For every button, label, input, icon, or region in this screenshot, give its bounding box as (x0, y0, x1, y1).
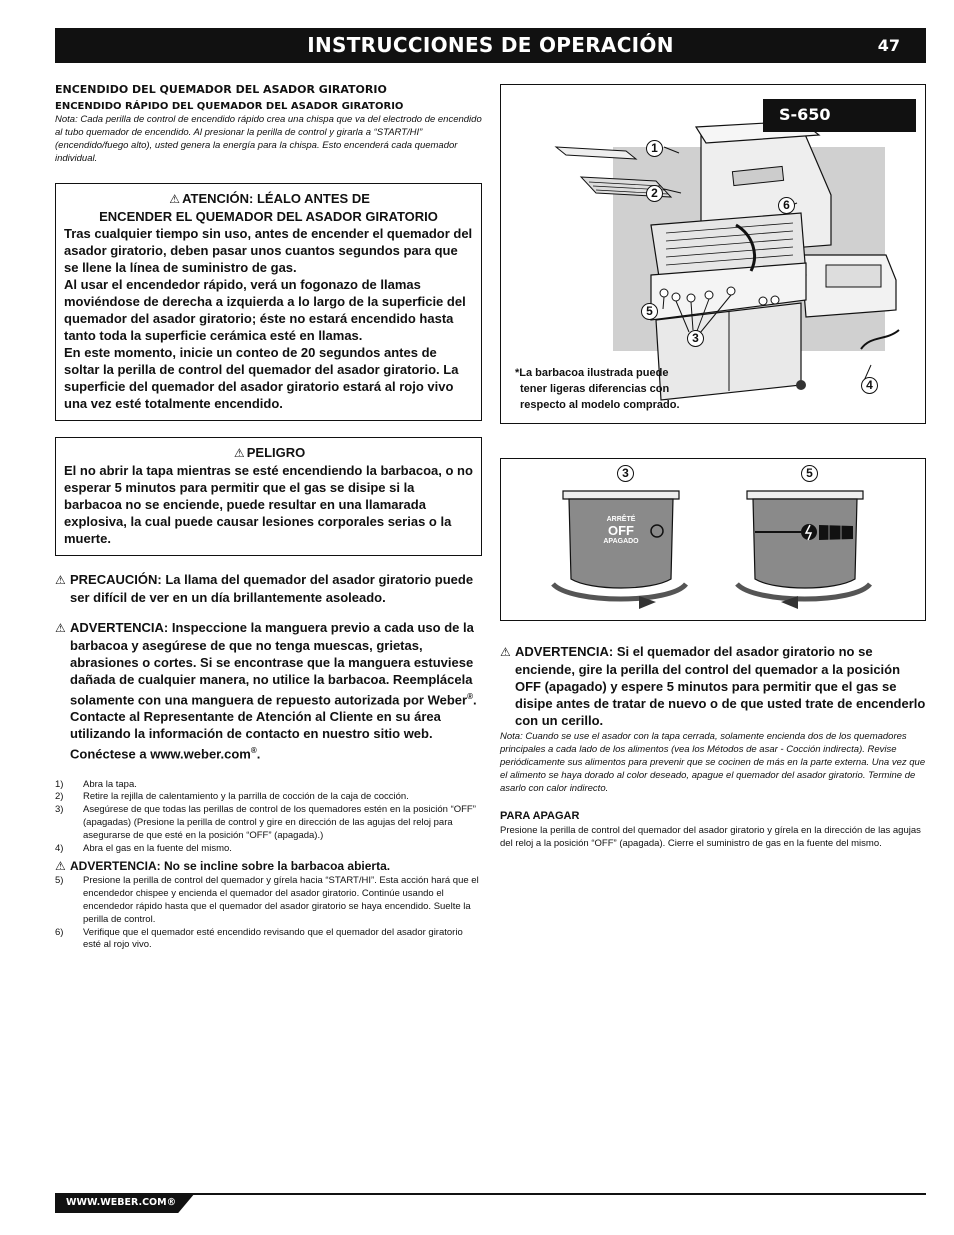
right-column (500, 80, 926, 850)
attention-title-line2: ENCENDER EL QUEMADOR DEL ASADOR GIRATORIO (99, 209, 438, 224)
callout-2: 2 (646, 185, 663, 202)
callout-6: 6 (778, 197, 795, 214)
callout-3: 3 (687, 330, 704, 347)
warning-triangle-icon: ⚠ (233, 446, 245, 460)
warning-triangle-icon: ⚠ (169, 192, 180, 206)
footer-url: WWW.WEBER.COM® (66, 1197, 177, 1208)
danger-text: El no abrir la tapa mientras se esté encendiendo la barbacoa, o no esperar 5 minutos para permitir que el gas se disipe si la barbacoa no se enciende, puede resultar en una llamarada explosiva, la cual puede causar lesiones corporales serias o la muerte. (64, 463, 473, 546)
steps-list (55, 779, 482, 953)
danger-title: ⚠ PELIGRO (64, 444, 473, 462)
left-column (55, 80, 482, 952)
hose-warning: ⚠ ADVERTENCIA: Inspeccione la manguera previo a cada uso de la barbacoa y asegúrese de que no tenga muescas, grietas, abrasiones o cortes. Si se encontrase que la manguera estuviese dañada de cualquier manera, no utilice la barbacoa. Reemplácela solamente con una manguera de repuesto autorizada por Weber®. Contacte al Representante de Atención al Cliente en su área utilizando la información de contacto en nuestro sitio web. Conéctese a www.weber.com®. (55, 620, 477, 762)
callout-5: 5 (641, 303, 658, 320)
section-title: ENCENDIDO DEL QUEMADOR DEL ASADOR GIRATORIO (55, 83, 387, 96)
header-bar (55, 28, 926, 63)
attention-title: ⚠ ATENCIÓN: LÉALO ANTES DE (64, 190, 473, 208)
warning-triangle-icon: ⚠ (500, 645, 511, 659)
ignition-fail-warning: ⚠ ADVERTENCIA: Si el quemador del asador giratorio no se enciende, gire la perilla del control del quemador a la posición OFF (apagado) y espere 5 minutos para permitir que el gas se disipe antes de tratar de nuevo o de que usted trate de encenderlo con un cerillo. (500, 644, 926, 728)
list-item: 3) Asegúrese de que todas las perillas de control de los quemadores estén en la posición “OFF” (apagadas) (Presione la perilla de control y gire en dirección de las agujas del reloj para asegurarse de que esté en la posición “OFF” (apagada).) (55, 804, 476, 841)
subsection-title: ENCENDIDO RÁPIDO DEL QUEMADOR DEL ASADOR GIRATORIO (55, 101, 404, 112)
attention-paragraph: Al usar el encendedor rápido, verá un fogonazo de llamas moviéndose de derecha a izquierda a lo largo de la superficie del quemador del asador giratorio; éste no estará encendido hasta tanto toda la superficie cerámica esté en llamas. (64, 277, 466, 343)
attention-paragraph: Tras cualquier tiempo sin uso, antes de encender el quemador del asador giratorio, deben pasar unos cuantos segundos para que se llene la línea de suministro de gas. (64, 226, 473, 275)
list-item: 5) Presione la perilla de control del quemador y gírela hacia “START/HI”. Esta acción hará que el encendedor chispee y encienda el quemador del asador giratorio. Continúe usando el encendedor rápido hasta que el quemador del asador giratorio se haya encendido. Suelte la perilla de control. (55, 875, 479, 925)
warning-triangle-icon: ⚠ (55, 859, 66, 874)
danger-box (55, 437, 482, 556)
knob-illustration (501, 459, 924, 619)
list-item: 6) Verifique que el quemador esté encendido revisando que el quemador del asador giratorio esté al rojo vivo. (55, 926, 463, 951)
shutdown-text: Presione la perilla de control del quemador del asador giratorio y gírela en la dirección de las agujas del reloj a la posición “OFF” (apagada). Cierre el suministro de gas en la fuente del mismo. (500, 825, 921, 849)
page-title: INSTRUCCIONES DE OPERACIÓN (307, 33, 674, 57)
warning-triangle-icon: ⚠ (55, 621, 66, 635)
model-badge: S-650 (763, 99, 916, 132)
ignition-note: Nota: Cada perilla de control de encendido rápido crea una chispa que va del electrodo de encendido al tubo quemador de encendido. Al presionar la perilla de control y girarla a “START/HI” (encendido/fuego alto), usted genera la energía para la chispa. Esto encenderá cada quemador individual. (55, 114, 482, 164)
callout-1: 1 (646, 140, 663, 157)
list-item: 2) Retire la rejilla de calentamiento y la parrilla de cocción de la caja de cocción. (55, 791, 409, 803)
shutdown-title: PARA APAGAR (500, 810, 580, 822)
page-number: 47 (877, 36, 900, 55)
list-item: 4) Abra el gas en la fuente del mismo. (55, 842, 232, 854)
lean-warning: ⚠ ADVERTENCIA: No se incline sobre la barbacoa abierta. (55, 859, 391, 874)
callout-5: 5 (801, 465, 818, 482)
figure-caption: *La barbacoa ilustrada puede tener ligeras diferencias con respecto al modelo comprado. (515, 367, 680, 411)
callout-3: 3 (617, 465, 634, 482)
attention-box (55, 183, 482, 421)
rotisserie-note: Nota: Cuando se use el asador con la tapa cerrada, solamente encienda dos de los quemadores principales a cada lado de los alimentos (vea los Métodos de asar - Cocción indirecta). Revise periódicamente sus alimentos para prevenir que se cocinen de más en la parte externa. Una vez que el alimento se haya dorado al color deseado, apague el quemador del asador giratorio. Termine de asarlo con calor indirecto. (500, 731, 926, 794)
list-item: 1) Abra la tapa. (55, 778, 137, 790)
callout-4: 4 (861, 377, 878, 394)
attention-paragraph: En este momento, inicie un conteo de 20 segundos antes de soltar la perilla de control del quemador del asador giratorio. La superficie del quemador del asador giratorio estará al rojo vivo una vez esté totalmente encendido. (64, 345, 459, 411)
knob-figure (500, 458, 926, 621)
warning-triangle-icon: ⚠ (55, 573, 66, 587)
grill-figure (500, 84, 926, 424)
knob-off-label: ARRÊTÉ OFF APAGADO (603, 516, 639, 545)
caution-text: ⚠ PRECAUCIÓN: La llama del quemador del asador giratorio puede ser difícil de ver en un día brillantemente asoleado. (55, 572, 474, 605)
